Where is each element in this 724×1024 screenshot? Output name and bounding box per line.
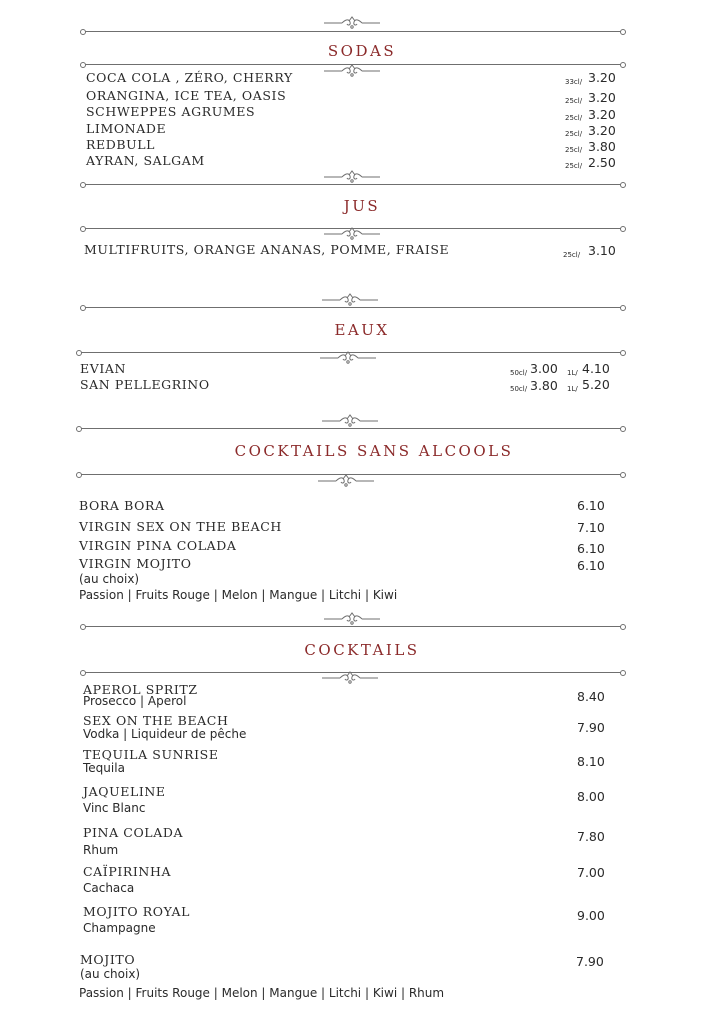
menu-item-price: 7.90 <box>576 954 604 969</box>
menu-item-name: AYRAN, SALGAM <box>86 153 205 168</box>
flourish-ornament-icon <box>316 474 376 488</box>
menu-item-price: 3.20 <box>588 107 616 122</box>
flourish-ornament-icon <box>320 671 380 685</box>
menu-item-price: 2.50 <box>588 155 616 170</box>
flourish-ornament-icon <box>320 293 380 307</box>
flourish-ornament-icon <box>322 227 382 241</box>
flourish-ornament-icon <box>320 414 380 428</box>
section-title-cocktails-sans-alcools: COCKTAILS SANS ALCOOLS <box>234 442 514 460</box>
menu-item-description: Vodka | Liquideur de pêche <box>83 727 247 741</box>
menu-item-price: 7.90 <box>577 720 605 735</box>
menu-item-volume: 1L/ <box>567 369 578 377</box>
menu-item-name: LIMONADE <box>86 121 167 136</box>
menu-item-name: BORA BORA <box>79 498 165 513</box>
menu-item-name: CAÏPIRINHA <box>83 864 172 879</box>
menu-item-name: JAQUELINE <box>83 784 166 799</box>
flourish-ornament-icon <box>322 64 382 78</box>
section-title-sodas: SODAS <box>327 42 397 60</box>
menu-item-volume: 25cl/ <box>563 251 581 259</box>
menu-item-description: Rhum <box>83 843 119 857</box>
menu-item-price: 3.20 <box>588 123 616 138</box>
menu-item-price: 6.10 <box>577 558 605 573</box>
menu-item-description: Cachaca <box>83 881 135 895</box>
menu-item-volume: 25cl/ <box>565 162 583 170</box>
flavor-options: Passion | Fruits Rouge | Melon | Mangue | Litchi | Kiwi <box>79 588 398 602</box>
menu-item-price: 9.00 <box>577 908 605 923</box>
menu-item-name: TEQUILA SUNRISE <box>83 747 219 762</box>
menu-item-name: SEX ON THE BEACH <box>83 713 229 728</box>
menu-item-price: 3.10 <box>588 243 616 258</box>
divider <box>84 307 622 308</box>
choice-note: (au choix) <box>79 572 140 586</box>
flavor-options: Passion | Fruits Rouge | Melon | Mangue | Litchi | Kiwi | Rhum <box>79 986 445 1000</box>
menu-item-price: 4.10 <box>582 361 610 376</box>
menu-item-description: Vinc Blanc <box>83 801 146 815</box>
menu-item-volume: 25cl/ <box>565 97 583 105</box>
section-title-eaux: EAUX <box>334 321 390 339</box>
flourish-ornament-icon <box>322 16 382 30</box>
menu-item-price: 3.20 <box>588 70 616 85</box>
menu-item-name: ORANGINA, ICE TEA, OASIS <box>86 88 287 103</box>
menu-item-description: Tequila <box>83 761 125 775</box>
flourish-ornament-icon <box>318 351 378 365</box>
menu-item-volume: 50cl/ <box>510 385 528 393</box>
menu-item-name: PINA COLADA <box>83 825 184 840</box>
menu-item-price: 6.10 <box>577 498 605 513</box>
section-title-cocktails: COCKTAILS <box>304 641 420 659</box>
menu-item-price: 8.00 <box>577 789 605 804</box>
menu-item-price: 3.80 <box>530 378 558 393</box>
menu-item-name: MULTIFRUITS, ORANGE ANANAS, POMME, FRAISE <box>84 242 450 257</box>
menu-item-name: MOJITO <box>80 952 136 967</box>
menu-item-volume: 25cl/ <box>565 146 583 154</box>
flourish-ornament-icon <box>322 612 382 626</box>
flourish-ornament-icon <box>322 170 382 184</box>
menu-item-volume: 25cl/ <box>565 130 583 138</box>
menu-item-name: VIRGIN MOJITO <box>79 556 192 571</box>
menu-item-name: APEROL SPRITZ <box>83 682 198 697</box>
menu-item-price: 3.20 <box>588 90 616 105</box>
menu-item-price: 6.10 <box>577 541 605 556</box>
menu-item-name: REDBULL <box>86 137 156 152</box>
menu-item-name: SAN PELLEGRINO <box>80 377 210 392</box>
menu-item-name: COCA COLA , ZÉRO, CHERRY <box>86 70 293 85</box>
menu-item-volume: 25cl/ <box>565 114 583 122</box>
menu-item-volume: 1L/ <box>567 385 578 393</box>
divider <box>84 31 622 32</box>
menu-item-description: Champagne <box>83 921 156 935</box>
divider <box>84 626 622 627</box>
menu-item-price: 3.00 <box>530 361 558 376</box>
menu-item-volume: 33cl/ <box>565 78 583 86</box>
menu-item-price: 7.80 <box>577 829 605 844</box>
menu-item-price: 7.10 <box>577 520 605 535</box>
menu-item-price: 5.20 <box>582 377 610 392</box>
menu-item-description: Prosecco | Aperol <box>83 694 187 708</box>
divider <box>80 428 622 429</box>
menu-item-name: MOJITO ROYAL <box>83 904 191 919</box>
menu-item-name: EVIAN <box>80 361 127 376</box>
menu-item-price: 7.00 <box>577 865 605 880</box>
menu-item-price: 8.10 <box>577 754 605 769</box>
section-title-jus: JUS <box>343 197 381 215</box>
choice-note: (au choix) <box>80 967 141 981</box>
menu-item-volume: 50cl/ <box>510 369 528 377</box>
divider <box>84 184 622 185</box>
menu-item-name: SCHWEPPES AGRUMES <box>86 104 256 119</box>
menu-item-name: VIRGIN PINA COLADA <box>79 538 237 553</box>
menu-item-name: VIRGIN SEX ON THE BEACH <box>79 519 282 534</box>
menu-item-price: 8.40 <box>577 689 605 704</box>
menu-item-price: 3.80 <box>588 139 616 154</box>
